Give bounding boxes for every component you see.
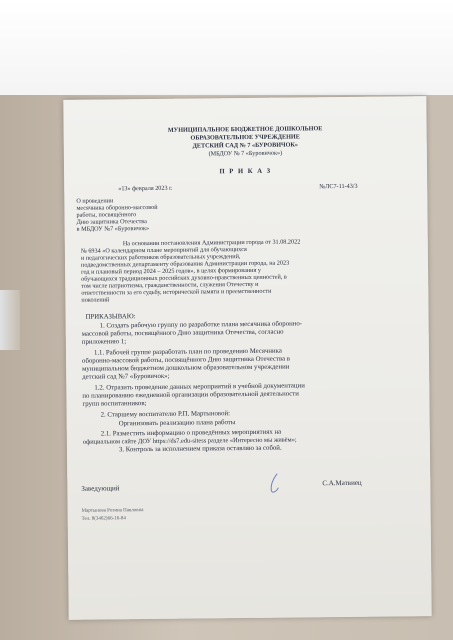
side-object <box>0 290 20 350</box>
intro-line: обучающихся традиционных российских духовно-нравственных ценностей, в <box>81 273 287 283</box>
intro-line: поколений <box>81 296 110 304</box>
item-line: 1.1. Рабочей группе разработать план по проведению Месячника <box>93 347 282 357</box>
executor-phone: Тел. 8(3462)66-16-84 <box>81 516 126 522</box>
signature-name: С.А.Матвиец <box>322 478 362 488</box>
item-line: 1. Создать рабочую группу по разработке плана месячника оборонно- <box>99 320 303 330</box>
order-document <box>63 96 431 620</box>
item-line: муниципальном бюджетном дошкольном образовательном учреждении <box>82 363 290 373</box>
item-line: официальном сайте ДОУ https://ds7.edu-sitess разделе «Интересно мы живём»; <box>82 436 297 446</box>
intro-line: и педагогических работников образовательных учреждений, <box>80 253 241 262</box>
item-line: 2. Старшему воспитателю Р.П. Мартыновой: <box>100 410 231 419</box>
org-name-line-3: ДЕТСКИЙ САД № 7 «БУРОВИЧОК» <box>192 141 299 150</box>
order-date: «13» февраля 2023 г. <box>118 184 173 193</box>
subject-line: месячника оборонно-массовой <box>76 203 158 212</box>
intro-line: № 6934 «О календарном плане мероприятий для обучающихся <box>80 246 247 255</box>
item-line: 3. Контроль за исполнением приказа оставляю за собой. <box>118 444 282 454</box>
document-title: П Р И К А З <box>219 167 272 176</box>
intro-line: год и плановый период 2024 – 2025 годов», в целях формирования у <box>81 266 261 276</box>
subject-line: Дню защитника Отечества <box>76 218 147 226</box>
order-word: ПРИКАЗЫВАЮ: <box>85 313 136 321</box>
org-name-line-2: ОБРАЗОВАТЕЛЬНОЕ УЧРЕЖДЕНИЕ <box>190 133 300 142</box>
wall-background <box>0 0 453 95</box>
item-line: массовой работы, посвящённого Дню защитника Отечества, согласно <box>81 328 284 338</box>
executor-name: Мартынова Розина Павловна <box>81 508 144 514</box>
signature-position: Заведующий <box>81 484 120 493</box>
intro-line: На основании постановления Администрации города от 31.08.2022 <box>122 238 301 248</box>
item-line: по планированию ежедневной организации образовательной деятельности <box>82 390 299 400</box>
item-line: детский сад №7 «Буровичок»; <box>82 372 170 381</box>
item-line: 2.1. Разместить информацию о проведённых мероприятиях на <box>100 428 282 438</box>
item-line: приложению 1; <box>81 338 127 346</box>
org-name-line-1: МУНИЦИПАЛЬНОЕ БЮДЖЕТНОЕ ДОШКОЛЬНОЕ <box>167 125 323 134</box>
subject-line: О проведении <box>76 197 114 205</box>
intro-line: ответственности за его судьбу, исторической памяти и преемственности <box>81 287 272 297</box>
handwritten-signature <box>267 473 281 495</box>
item-line: Организовать реализацию плана работы <box>118 419 236 428</box>
subject-line: работы, посвящённого <box>76 211 137 219</box>
intro-line: подведомственных департаменту образования Администрации города, на 2023 <box>80 259 290 269</box>
item-line: оборонно-массовой работы, посвящённого Дню защитника Отечества в <box>81 355 291 365</box>
order-number: №ЛС7-11-43/3 <box>319 182 358 191</box>
item-line: 1.2. Отразить проведение данных мероприятий в учебной документации <box>94 382 305 392</box>
item-line: групп воспитанников; <box>82 400 147 408</box>
org-short-name: (МБДОУ № 7 «Буровичок») <box>208 149 283 158</box>
subject-line: в МБДОУ №7 «Буровичок» <box>76 225 150 233</box>
intro-line: том числе патриотизма, гражданственности, служения Отечеству и <box>81 280 259 290</box>
